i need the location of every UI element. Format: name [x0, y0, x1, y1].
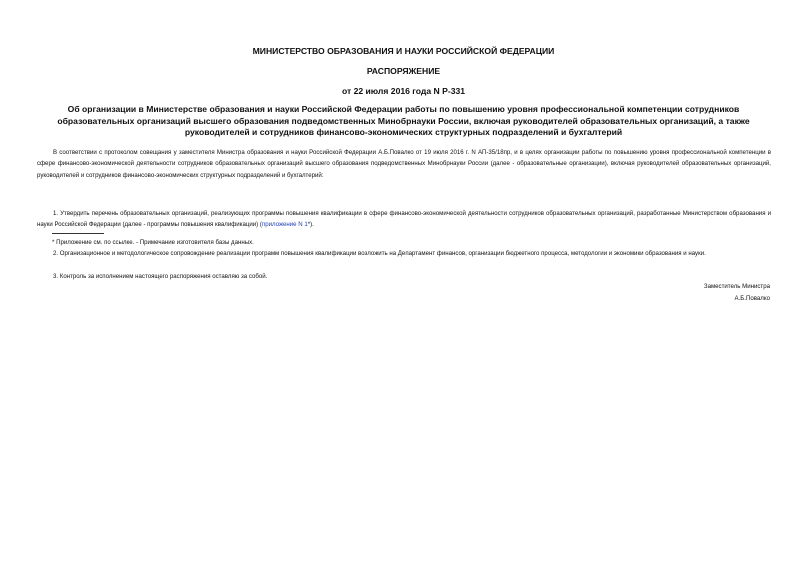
item-1-paragraph: [37, 208, 771, 231]
order-date: от 22 июля 2016 года N Р-331: [341, 86, 466, 96]
signer-name: А.Б.Повалко: [734, 295, 770, 302]
item-1-text-end: *).: [307, 221, 314, 229]
item-2-paragraph: 2. Организационное и методологическое сопровождение реализации программ повышения квалификации возложить на Департамент финансов, организации бюджетного процесса, методологии и экономики образования и науки.: [53, 250, 706, 257]
appendix-1-link[interactable]: приложение N 1: [261, 221, 308, 229]
footnote-divider: [52, 233, 104, 234]
preamble-paragraph: В соответствии с протоколом совещания у заместителя Министра образования и науки Российской Федерации А.Б.Повалко от 19 июля 2016 г. N АП-35/18пр, и в целях организации работы по повышению уровня профессиональной компетенции в сфере финансово-экономической деятельности сотрудников образовательных организаций высшего образования подведомственных Минобрнауки России (далее - образовательные организации), включая руководителей образовательных организаций, руководителей и сотрудников финансово-экономических структурных подразделений и бухгалтерий:: [37, 149, 771, 179]
footnote: * Приложение см. по ссылке. - Примечание изготовителя базы данных.: [52, 239, 254, 246]
order-type-heading: РАСПОРЯЖЕНИЕ: [366, 66, 441, 76]
item-1-text: 1. Утвердить перечень образовательных организаций, реализующих программы повышения квалификации в сфере финансово-экономической деятельности сотрудников образовательных организаций, разработанные Министерством образования и науки Российской Федерации (далее - программы повышения квалификации) (: [37, 210, 771, 229]
document-title: Об организации в Министерстве образования и науки Российской Федерации работы по повышению уровня профессиональной компетенции сотрудников образовательных организаций высшего образования подведомственных Минобрнауки России, включая руководителей образовательных организаций, а также руководителей и сотрудников финансово-экономических структурных подразделений и бухгалтерий: [57, 104, 750, 137]
item-3-paragraph: 3. Контроль за исполнением настоящего распоряжения оставляю за собой.: [53, 273, 268, 280]
ministry-name: МИНИСТЕРСТВО ОБРАЗОВАНИЯ И НАУКИ РОССИЙСКОЙ ФЕДЕРАЦИИ: [252, 46, 555, 56]
signer-title: Заместитель Министра: [703, 283, 770, 290]
